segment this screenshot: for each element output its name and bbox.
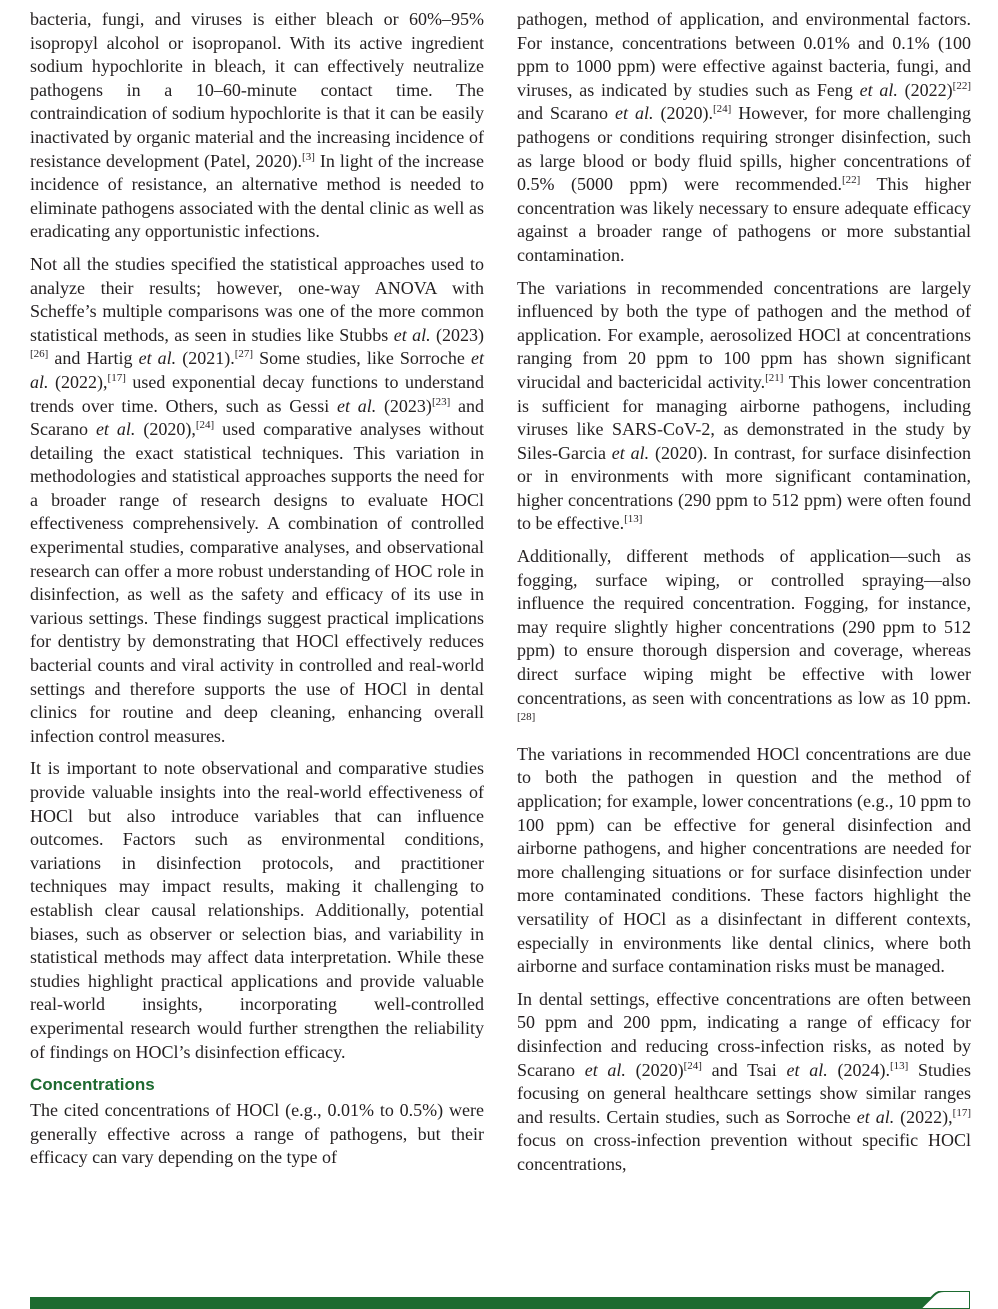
text-run: This lower concentration is sufficient for managing airborne pathogens, including viruses like SARS-CoV-2, as demonstrated in the study by Siles-Garcia	[517, 371, 971, 463]
italic-text: et al.	[393, 324, 431, 345]
left-column	[30, 8, 484, 1170]
text-run: This higher concentration was likely necessary to ensure adequate efficacy against a broader range of pathogens or more substantial contamination.	[517, 174, 971, 265]
italic-text: et al.	[95, 419, 136, 440]
section-heading: Concentrations	[30, 1075, 155, 1095]
citation-ref: [24]	[712, 103, 732, 116]
text-run: (2020)	[625, 1059, 684, 1080]
text-run: Not all the studies specified the statistical approaches used to analyze their results; however, one-way ANOVA with Scheffe’s multiple comparisons was one of the more common statistical methods, as seen in studies like Stubbs	[30, 253, 484, 345]
italic-text: et al.	[584, 1059, 626, 1080]
text-run: (2023)	[430, 324, 485, 345]
paragraph	[30, 8, 484, 244]
text-run: and Hartig	[48, 348, 139, 369]
text-run: (2023)	[376, 395, 432, 416]
page-corner-icon	[920, 1291, 970, 1309]
citation-ref: [24]	[195, 419, 215, 432]
text-run: It is important to note observational and comparative studies provide valuable insights into the real-world effectiveness of HOCl but also introduce variables that can influence outcomes. Factors such as environmental conditions, variations in disinfection protocols, and practitioner techniques may impact results, making it challenging to establish clear causal relationships. Additionally, potential biases, such as observer or selection bias, and variability in statistical methods may affect data interpretation. While these studies highlight practical applications and provide valuable real-world insights, incorporating well-controlled experimental research would further strengthen the reliability of findings on HOCl’s disinfection efficacy.	[30, 758, 484, 1062]
italic-text: et al.	[786, 1059, 828, 1080]
text-run: (2022)	[897, 79, 953, 100]
citation-ref: [17]	[952, 1106, 971, 1119]
text-run: The variations in recommended HOCl concentrations are due to both the pathogen in question and the method of application; for example, lower concentrations (e.g., 10 ppm to 100 ppm) can be effective for general disinfection and airborne pathogens, and higher concentrations are needed for more challenging situations or for surface disinfection under more contaminated conditions. These factors highlight the versatility of HOCl as a disinfectant in different contexts, especially in environments like dental clinics, where both airborne and surface contamination risks must be managed.	[517, 743, 971, 977]
text-run: Some studies, like Sorroche	[253, 348, 471, 369]
text-run: (2024).	[827, 1059, 890, 1080]
citation-ref: [21]	[765, 371, 784, 384]
citation-ref: [22]	[952, 79, 971, 92]
text-run: The variations in recommended concentrations are largely influenced by both the type of pathogen and the method of application. For example, aerosolized HOCl at concentrations ranging from 20 ppm to 100 ppm has shown significant virucidal and bactericidal activity.	[517, 277, 971, 392]
text-run: focus on cross-infection prevention without specific HOCl concentrations,	[517, 1130, 971, 1174]
italic-text: et al.	[337, 395, 377, 416]
text-run: (2020).	[653, 103, 713, 124]
text-run: used comparative analyses without detailing the exact statistical techniques. This variation in methodologies and statistical approaches supports the need for a broader range of research designs to evaluate HOCl effectiveness comprehensively. A combination of controlled experimental studies, comparative analyses, and observational research can offer a more robust understanding of HOC role in disinfection, as well as the safety and efficacy of its use in various settings. These findings suggest practical implications for dentistry by demonstrating that HOCl effectively reduces bacterial counts and viral activity in controlled and real-world settings and therefore supports the use of HOCl in dental clinics for routine and deep cleaning, enhancing overall infection control measures.	[30, 419, 484, 746]
text-run: (2020),	[135, 419, 196, 440]
italic-text: et al.	[138, 348, 177, 369]
footer-bar	[30, 1297, 970, 1309]
paragraph	[30, 1099, 484, 1170]
text-run: bacteria, fungi, and viruses is either bleach or 60%–95% isopropyl alcohol or isopropanol. With its active ingredient sodium hypochlorite in bleach, it can effectively neutralize pathogens in a 10–60-minute contact time. The contraindication of sodium hypochlorite is that it can be easily inactivated by organic material and the increasing incidence of resistance development (Patel, 2020).	[30, 9, 484, 171]
citation-ref: [23]	[431, 395, 451, 408]
right-column	[517, 8, 971, 1177]
text-run: and Scarano	[517, 103, 615, 124]
italic-text: et al.	[30, 348, 484, 392]
paragraph	[30, 253, 484, 748]
citation-ref: [26]	[30, 348, 49, 361]
citation-ref: [24]	[683, 1059, 702, 1072]
text-run: (2022),	[48, 371, 108, 392]
text-run: However, for more challenging pathogens or conditions requiring stronger disinfection, such as large blood or body fluid spills, higher concentrations of 0.5% (5000 ppm) were recommended.	[517, 103, 971, 195]
citation-ref: [13]	[624, 513, 643, 526]
italic-text: et al.	[614, 103, 654, 124]
italic-text: et al.	[611, 442, 650, 463]
text-run: The cited concentrations of HOCl (e.g., 0.01% to 0.5%) were generally effective across a range of pathogens, but their efficacy can vary depending on the type of	[30, 1100, 484, 1168]
paragraph	[30, 757, 484, 1064]
italic-text: et al.	[859, 79, 898, 100]
citation-ref: [22]	[841, 174, 861, 187]
citation-ref: [27]	[234, 348, 254, 361]
citation-ref: [28]	[517, 711, 536, 724]
paragraph	[517, 988, 971, 1177]
text-run: (2020). In contrast, for surface disinfection or in environments with more significant contamination, higher concentrations (290 ppm to 512 ppm) were often found to be effective.	[517, 442, 971, 534]
text-run: (2021).	[176, 348, 235, 369]
paragraph	[517, 8, 971, 268]
text-run: (2022),	[894, 1106, 953, 1127]
paragraph	[517, 277, 971, 537]
paragraph	[517, 545, 971, 734]
text-run: pathogen, method of application, and environmental factors. For instance, concentrations between 0.01% and 0.1% (100 ppm to 1000 ppm) were effective against bacteria, fungi, and viruses, as indicated by studies such as Feng	[517, 9, 971, 100]
italic-text: et al.	[856, 1106, 895, 1127]
paragraph	[517, 743, 971, 979]
text-run: In dental settings, effective concentrations are often between 50 ppm and 200 ppm, indicating a range of efficacy for disinfection and reducing cross-infection risks, as noted by Scarano	[517, 988, 971, 1080]
citation-ref: [17]	[107, 371, 126, 384]
text-run: Studies focusing on general healthcare settings show similar ranges and results. Certain studies, such as Sorroche	[517, 1059, 972, 1127]
citation-ref: [13]	[889, 1059, 909, 1072]
text-run: In light of the increase incidence of resistance, an alternative method is needed to eliminate pathogens associated with the dental clinic as well as eradicating any opportunistic infections.	[30, 150, 484, 242]
citation-ref: [3]	[302, 150, 315, 163]
text-run: and Tsai	[701, 1059, 787, 1080]
text-run: and Scarano	[30, 395, 484, 440]
text-run: Additionally, different methods of application—such as fogging, surface wiping, or controlled spraying—also influence the required concentration. Fogging, for instance, may require slightly higher concentrations (290 ppm to 512 ppm) to ensure thorough dispersion and coverage, whereas direct surface wiping might be effective with lower concentrations, as seen with concentrations as low as 10 ppm.	[517, 546, 971, 708]
text-run: used exponential decay functions to understand trends over time. Others, such as Gessi	[30, 371, 484, 416]
